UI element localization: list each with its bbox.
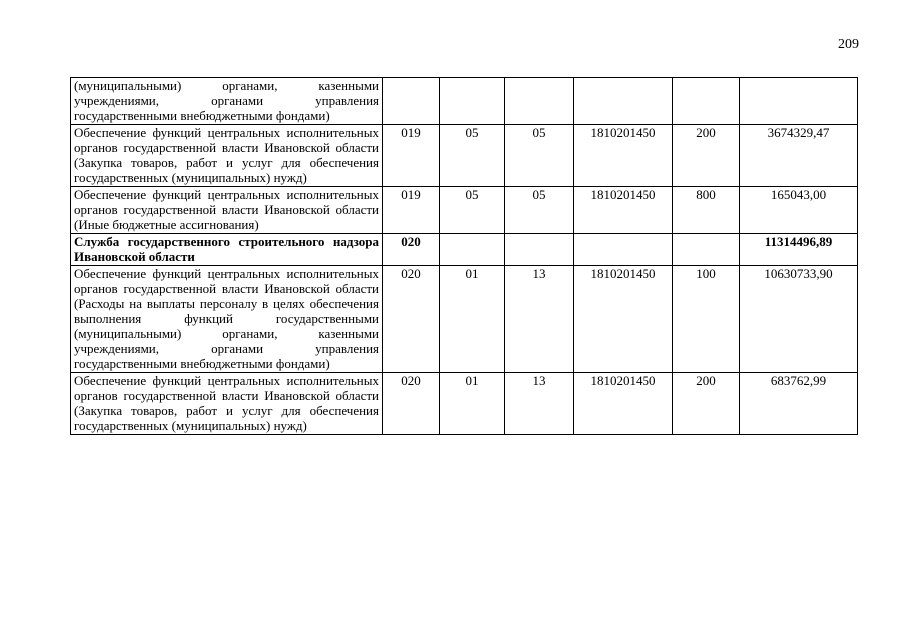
row-description: Служба государственного строительного надзора Ивановской области bbox=[71, 234, 383, 266]
row-target-article bbox=[574, 234, 673, 266]
row-description: (муниципальными) органами, казенными учреждениями, органами управления государственными внебюджетными фондами) bbox=[71, 78, 383, 125]
row-target-article: 1810201450 bbox=[574, 125, 673, 187]
table-row bbox=[71, 125, 858, 187]
row-description: Обеспечение функций центральных исполнительных органов государственной власти Ивановской области (Иные бюджетные ассигнования) bbox=[71, 187, 383, 234]
row-description: Обеспечение функций центральных исполнительных органов государственной власти Ивановской области (Расходы на выплаты персоналу в целях обеспечения выполнения функций государственными (муниципальными) органами, казенными учреждениями, органами управления государственными внебюджетными фондами) bbox=[71, 266, 383, 373]
row-expense-type bbox=[673, 78, 740, 125]
row-expense-type: 200 bbox=[673, 373, 740, 435]
row-description: Обеспечение функций центральных исполнительных органов государственной власти Ивановской области (Закупка товаров, работ и услуг для обеспечения государственных (муниципальных) нужд) bbox=[71, 125, 383, 187]
row-target-article: 1810201450 bbox=[574, 373, 673, 435]
row-section-code bbox=[440, 234, 505, 266]
row-expense-type: 800 bbox=[673, 187, 740, 234]
row-section-code: 05 bbox=[440, 187, 505, 234]
row-expense-type: 200 bbox=[673, 125, 740, 187]
row-target-article: 1810201450 bbox=[574, 266, 673, 373]
table-row bbox=[71, 78, 858, 125]
row-section-code: 01 bbox=[440, 266, 505, 373]
table-row bbox=[71, 373, 858, 435]
row-subsection-code: 13 bbox=[505, 373, 574, 435]
page-number: 209 bbox=[838, 37, 859, 52]
row-admin-code: 019 bbox=[383, 125, 440, 187]
row-admin-code bbox=[383, 78, 440, 125]
row-amount: 683762,99 bbox=[740, 373, 858, 435]
row-expense-type bbox=[673, 234, 740, 266]
budget-table-body bbox=[71, 78, 858, 435]
row-admin-code: 020 bbox=[383, 234, 440, 266]
row-subsection-code: 05 bbox=[505, 187, 574, 234]
row-subsection-code: 05 bbox=[505, 125, 574, 187]
row-target-article: 1810201450 bbox=[574, 187, 673, 234]
table-row bbox=[71, 234, 858, 266]
row-section-code: 05 bbox=[440, 125, 505, 187]
row-amount: 11314496,89 bbox=[740, 234, 858, 266]
row-description: Обеспечение функций центральных исполнительных органов государственной власти Ивановской области (Закупка товаров, работ и услуг для обеспечения государственных (муниципальных) нужд) bbox=[71, 373, 383, 435]
row-amount: 165043,00 bbox=[740, 187, 858, 234]
row-section-code bbox=[440, 78, 505, 125]
row-admin-code: 020 bbox=[383, 266, 440, 373]
row-section-code: 01 bbox=[440, 373, 505, 435]
row-subsection-code bbox=[505, 78, 574, 125]
row-target-article bbox=[574, 78, 673, 125]
table-row bbox=[71, 187, 858, 234]
row-subsection-code bbox=[505, 234, 574, 266]
row-admin-code: 020 bbox=[383, 373, 440, 435]
row-amount: 3674329,47 bbox=[740, 125, 858, 187]
row-subsection-code: 13 bbox=[505, 266, 574, 373]
table-row bbox=[71, 266, 858, 373]
row-amount: 10630733,90 bbox=[740, 266, 858, 373]
row-admin-code: 019 bbox=[383, 187, 440, 234]
row-amount bbox=[740, 78, 858, 125]
row-expense-type: 100 bbox=[673, 266, 740, 373]
budget-table bbox=[70, 77, 858, 435]
